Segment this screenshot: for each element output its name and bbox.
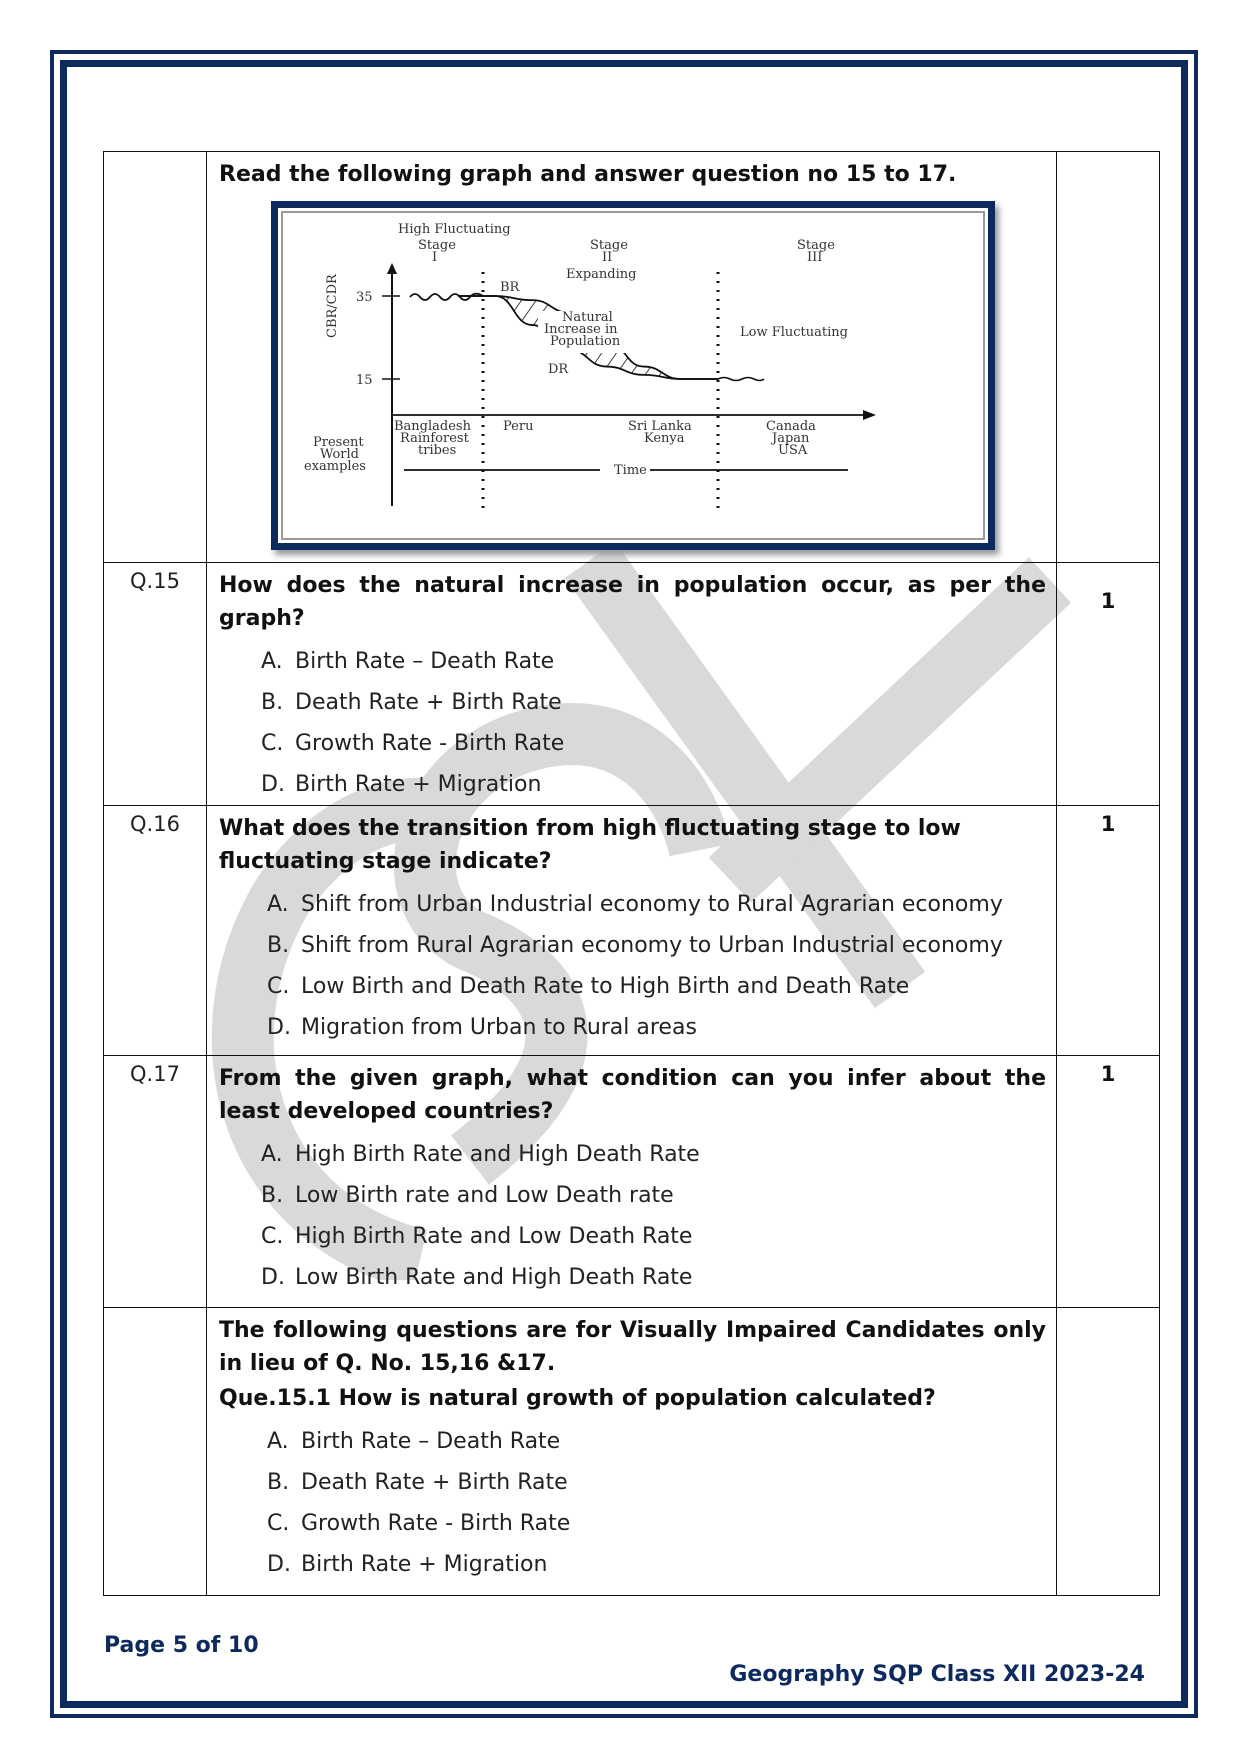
area-label-3: Population: [550, 334, 621, 349]
ex-stage2-2: Sri Lanka: [628, 419, 692, 434]
vi-cell: [207, 1308, 1057, 1596]
ex-stage1-3: tribes: [418, 443, 457, 458]
marks: 1: [1057, 1056, 1160, 1308]
x-axis-label: Time: [614, 463, 647, 478]
option: B. Death Rate + Birth Rate: [267, 1470, 568, 1495]
qno-cell-empty: [104, 152, 207, 563]
option: D. Birth Rate + Migration: [267, 1552, 548, 1577]
demographic-transition-chart: [271, 201, 995, 550]
y-axis-arrow: [387, 263, 397, 274]
page-number: Page 5 of 10: [104, 1633, 259, 1658]
stage3-num: III: [807, 250, 823, 265]
row-label-1: Present: [313, 435, 364, 450]
ex-stage3-3: USA: [778, 443, 808, 458]
row-label-3: examples: [304, 459, 366, 474]
table-row-visually-impaired: [104, 1308, 1160, 1596]
stage2-label: Stage: [590, 238, 628, 253]
ex-stage1-1: Bangladesh: [394, 419, 471, 434]
option: D. Migration from Urban to Rural areas: [267, 1015, 697, 1040]
area-label-1: Natural: [562, 310, 613, 325]
stage3-fluctuation: [718, 378, 764, 381]
option: A. Birth Rate – Death Rate: [261, 649, 555, 674]
y-axis-label: CBR/CDR: [325, 274, 340, 338]
question-number: Q.15: [104, 563, 207, 806]
br-label: BR: [500, 280, 520, 295]
option: B. Death Rate + Birth Rate: [261, 690, 562, 715]
stage1-num: I: [432, 250, 438, 265]
ex-stage3-2: Japan: [772, 431, 810, 446]
table-row-q17: [104, 1056, 1160, 1308]
question-cell: [207, 806, 1057, 1056]
row-label-2: World: [320, 447, 359, 462]
option: B. Shift from Rural Agrarian economy to Urban Industrial economy: [267, 933, 1003, 958]
option: C. Low Birth and Death Rate to High Birth and Death Rate: [267, 974, 910, 999]
table-row-graph: [104, 152, 1160, 563]
question-number: Q.16: [104, 806, 207, 1056]
question-text: What does the transition from high fluctuating stage to low fluctuating stage indicate?: [219, 816, 961, 874]
table-row-q16: [104, 806, 1160, 1056]
vi-note: The following questions are for Visually Impaired Candidates only in lieu of Q. No. 15,16 &17.: [219, 1318, 1046, 1376]
option: A. High Birth Rate and High Death Rate: [261, 1142, 700, 1167]
stage3-desc: Low Fluctuating: [740, 325, 848, 340]
stage1-desc: High Fluctuating: [398, 222, 511, 237]
options-list: [207, 641, 1056, 805]
options-list: [207, 884, 1056, 1048]
option: D. Birth Rate + Migration: [261, 772, 542, 797]
x-axis-arrow: [863, 410, 876, 420]
marks: 1: [1057, 563, 1160, 806]
qno-cell-empty: [104, 1308, 207, 1596]
area-label-2: Increase in: [544, 322, 618, 337]
stage2-num: II: [602, 250, 613, 265]
ex-stage2-1: Peru: [503, 419, 534, 434]
document-title: Geography SQP Class XII 2023-24: [729, 1662, 1145, 1687]
graph-cell: [207, 152, 1057, 563]
option: C. High Birth Rate and Low Death Rate: [261, 1224, 693, 1249]
graph-instruction: Read the following graph and answer question no 15 to 17.: [219, 162, 957, 187]
y-tick-15: 15: [356, 373, 373, 388]
ex-stage1-2: Rainforest: [400, 431, 469, 446]
ex-stage3-1: Canada: [766, 419, 816, 434]
options-list: [207, 1134, 1056, 1298]
dr-label: DR: [548, 362, 569, 377]
ex-stage2-3: Kenya: [644, 431, 685, 446]
options-list: [207, 1421, 1056, 1585]
vi-question: Que.15.1 How is natural growth of population calculated?: [219, 1386, 936, 1411]
question-cell: [207, 1056, 1057, 1308]
y-tick-35: 35: [356, 290, 373, 305]
stage3-label: Stage: [797, 238, 835, 253]
stage1-label: Stage: [418, 238, 456, 253]
question-number: Q.17: [104, 1056, 207, 1308]
option: A. Shift from Urban Industrial economy to Rural Agrarian economy: [267, 892, 1003, 917]
stage2-desc: Expanding: [566, 267, 637, 282]
question-text: From the given graph, what condition can you infer about the least developed countries?: [219, 1066, 1046, 1124]
question-cell: [207, 563, 1057, 806]
option: C. Growth Rate - Birth Rate: [267, 1511, 571, 1536]
marks: 1: [1057, 806, 1160, 1056]
question-text: How does the natural increase in population occur, as per the graph?: [219, 573, 1046, 631]
question-table: [103, 151, 1160, 1596]
marks-cell-empty: [1057, 152, 1160, 563]
option: D. Low Birth Rate and High Death Rate: [261, 1265, 693, 1290]
table-row-q15: [104, 563, 1160, 806]
option: C. Growth Rate - Birth Rate: [261, 731, 565, 756]
option: A. Birth Rate – Death Rate: [267, 1429, 561, 1454]
option: B. Low Birth rate and Low Death rate: [261, 1183, 674, 1208]
marks-cell-empty: [1057, 1308, 1160, 1596]
